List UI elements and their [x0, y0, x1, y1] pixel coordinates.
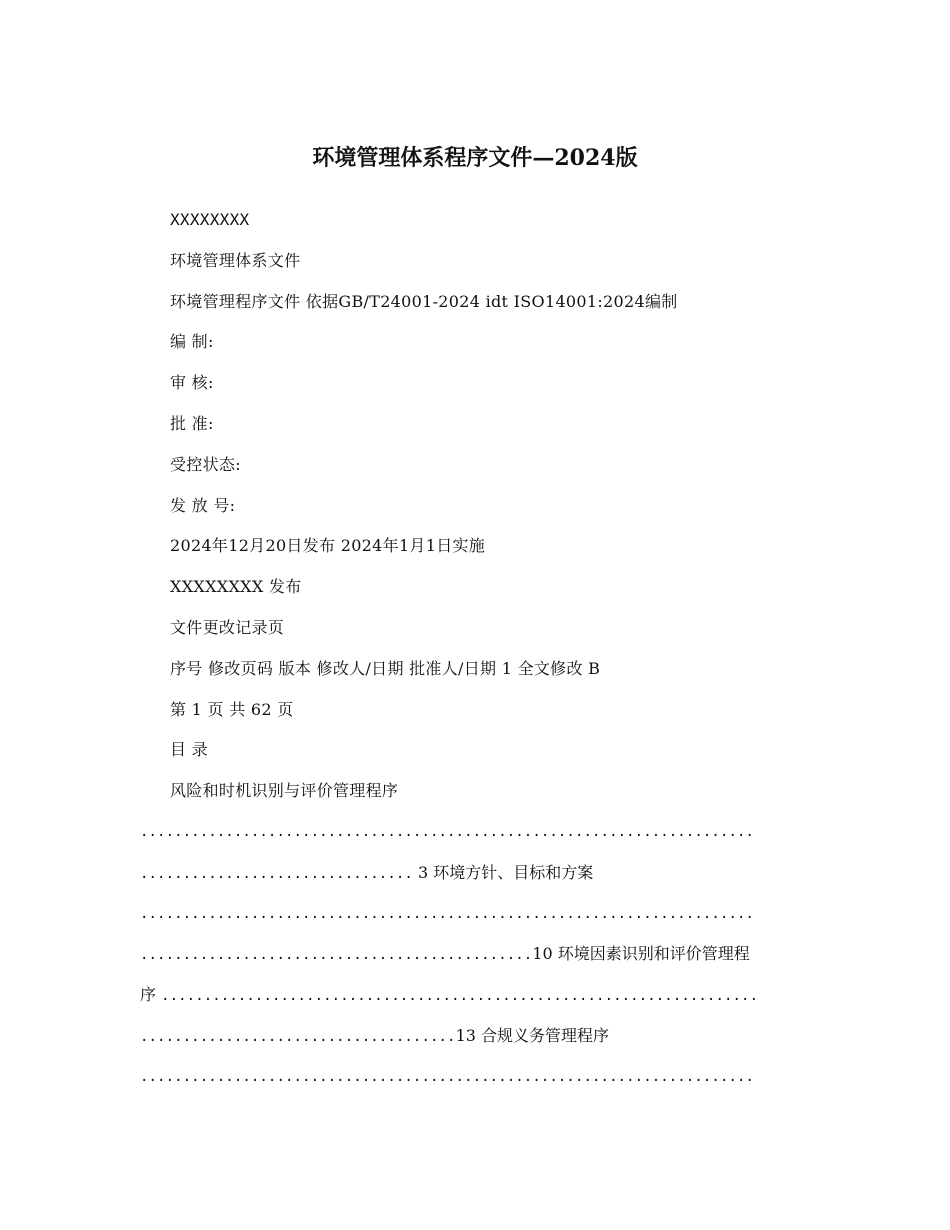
toc-entry [140, 934, 808, 975]
toc-entry [140, 853, 808, 894]
document-body [170, 200, 830, 812]
procedure-doc-basis: 环境管理程序文件 依据GB/T24001-2024 idt ISO14001:2024编制 [170, 291, 678, 311]
reviewed-by-label: 审 核: [170, 373, 214, 393]
toc-dot-leader [140, 812, 808, 853]
toc-dots: ..................................... [140, 1028, 456, 1045]
toc-dots: ................................ [140, 865, 413, 882]
toc-entry-page-next: 3 环境方针、目标和方案 [412, 862, 594, 882]
prepared-by-label: 编 制: [170, 332, 214, 352]
document-title: 环境管理体系程序文件—2024版 [312, 145, 638, 171]
toc-entry-prefix: 序 [140, 985, 162, 1005]
change-record-row: 序号 修改页码 版本 修改人/日期 批准人/日期 1 全文修改 B [170, 658, 601, 678]
toc-dots: .............................................. [140, 947, 533, 964]
system-doc-label: 环境管理体系文件 [170, 250, 301, 270]
toc-dot-leader [140, 1057, 808, 1098]
issue-implement-dates: 2024年12月20日发布 2024年1月1日实施 [170, 536, 486, 556]
issuer-line: XXXXXXXX 发布 [170, 577, 302, 597]
toc-entry [140, 1016, 808, 1057]
change-record-heading: 文件更改记录页 [170, 617, 285, 637]
page-number-line: 第 1 页 共 62 页 [170, 699, 294, 719]
toc-dots: ........................................................................ [140, 824, 755, 840]
approved-by-label: 批 准: [170, 413, 214, 433]
company-name: XXXXXXXX [170, 210, 250, 229]
toc-first-entry-title: 风险和时机识别与评价管理程序 [170, 781, 399, 801]
toc-entry-page-next: 13 合规义务管理程序 [455, 1025, 610, 1045]
table-of-contents [140, 812, 808, 1098]
toc-dots: ........................................................................ [140, 905, 755, 922]
toc-dots: ...................................................................... [161, 988, 759, 1005]
distribution-number-label: 发 放 号: [170, 495, 236, 515]
toc-dot-leader [140, 894, 808, 935]
toc-dots: ........................................................................ [140, 1068, 755, 1085]
toc-entry-page-next: 10 环境因素识别和评价管理程 [532, 944, 750, 964]
toc-heading: 目 录 [170, 740, 208, 760]
toc-entry [140, 975, 808, 1016]
control-status-label: 受控状态: [170, 454, 241, 474]
